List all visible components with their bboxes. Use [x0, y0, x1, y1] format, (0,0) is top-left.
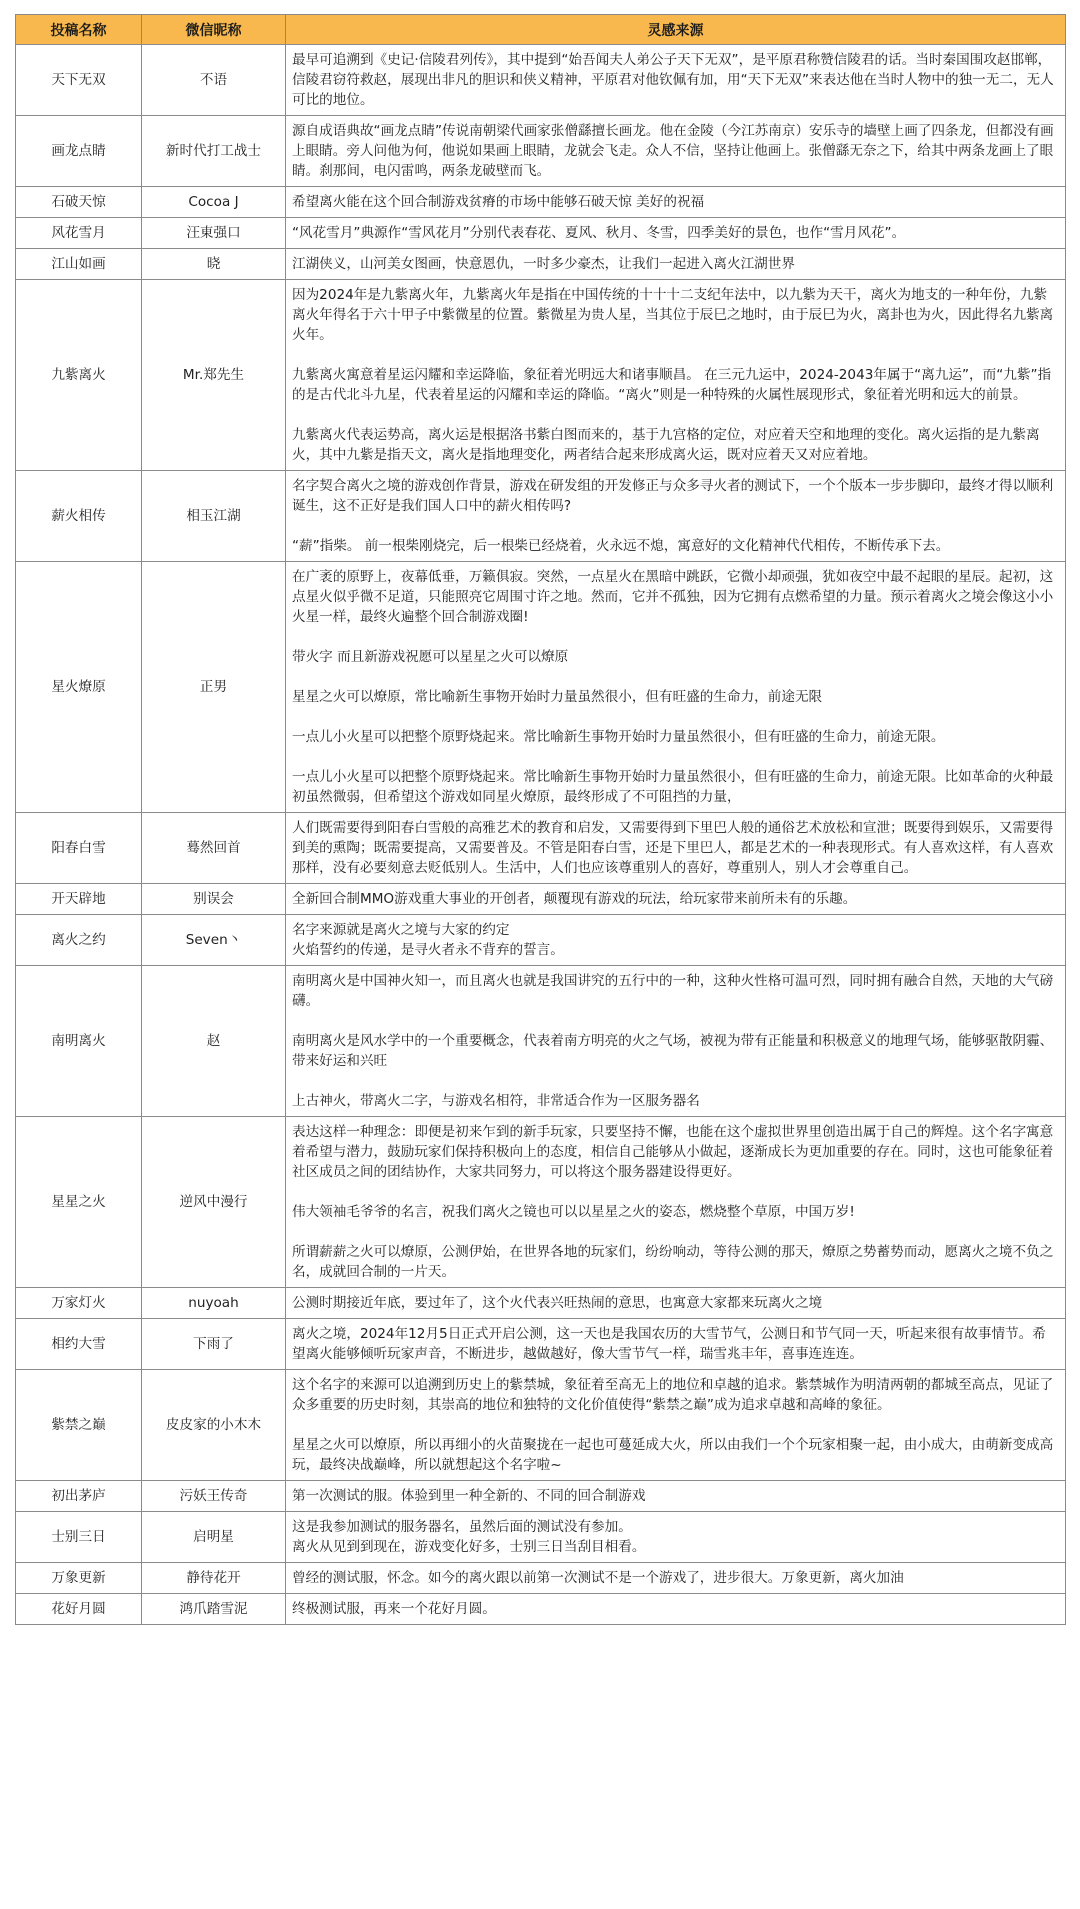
inspiration-paragraph: 这个名字的来源可以追溯到历史上的紫禁城，象征着至高无上的地位和卓越的追求。紫禁城作为明清两朝的都城至高点，见证了众多重要的历史时刻，其崇高的地位和独特的文化价值使得“紫禁之巅”成为追求卓越和高峰的象征。	[292, 1377, 1054, 1413]
submission-name-cell: 士别三日	[16, 1512, 142, 1563]
table-row	[16, 218, 1066, 249]
inspiration-source-cell	[286, 1319, 1066, 1370]
submission-name-cell: 阳春白雪	[16, 813, 142, 884]
inspiration-source-cell	[286, 1594, 1066, 1625]
wechat-nickname-cell: 皮皮家的小木木	[142, 1370, 286, 1481]
inspiration-paragraph: 最早可追溯到《史记·信陵君列传》，其中提到“始吾闻夫人弟公子天下无双”，是平原君称赞信陵君的话。当时秦国围攻赵邯郸，信陵君窃符救赵，展现出非凡的胆识和侠义精神，平原君对他钦佩有加，用“天下无双”来表达他在当时人物中的独一无二，无人可比的地位。	[292, 52, 1054, 108]
wechat-nickname-cell: 赵	[142, 966, 286, 1117]
table-row	[16, 1563, 1066, 1594]
inspiration-paragraph: 名字来源就是离火之境与大家的约定	[292, 922, 510, 938]
table-row	[16, 1512, 1066, 1563]
inspiration-paragraph: 南明离火是风水学中的一个重要概念，代表着南方明亮的火之气场，被视为带有正能量和积极意义的地理气场，能够驱散阴霾、带来好运和兴旺	[292, 1033, 1054, 1069]
inspiration-paragraph: 名字契合离火之境的游戏创作背景，游戏在研发组的开发修正与众多寻火者的测试下，一个个版本一步步脚印，最终才得以顺利诞生，这不正好是我们国人口中的薪火相传吗?	[292, 478, 1054, 514]
inspiration-paragraph: 源自成语典故“画龙点睛”传说南朝梁代画家张僧繇擅长画龙。他在金陵（今江苏南京）安乐寺的墙壁上画了四条龙，但都没有画上眼睛。旁人问他为何，他说如果画上眼睛，龙就会飞走。众人不信，坚持让他画上。张僧繇无奈之下，给其中两条龙画上了眼睛。刹那间，电闪雷鸣，两条龙破壁而飞。	[292, 123, 1054, 179]
inspiration-source-cell	[286, 116, 1066, 187]
submission-name-cell: 离火之约	[16, 915, 142, 966]
inspiration-source-cell	[286, 915, 1066, 966]
inspiration-paragraph: 所谓薪薪之火可以燎原，公测伊始，在世界各地的玩家们，纷纷响动，等待公测的那天，燎原之势蓄势而动，愿离火之境不负之名，成就回合制的一片天。	[292, 1244, 1054, 1280]
wechat-nickname-cell: 逆风中漫行	[142, 1117, 286, 1288]
submission-name-cell: 南明离火	[16, 966, 142, 1117]
wechat-nickname-cell: 蓦然回首	[142, 813, 286, 884]
table-row	[16, 562, 1066, 813]
inspiration-paragraph: “薪”指柴。 前一根柴刚烧完，后一根柴已经烧着，火永远不熄，寓意好的文化精神代代相传，不断传承下去。	[292, 538, 950, 554]
wechat-nickname-cell: 不语	[142, 45, 286, 116]
table-body	[16, 45, 1066, 1625]
table-row	[16, 966, 1066, 1117]
table-row	[16, 187, 1066, 218]
header-wechat-nickname: 微信昵称	[142, 15, 286, 45]
table-row	[16, 45, 1066, 116]
inspiration-paragraph: 江湖侠义，山河美女图画，快意恩仇，一时多少豪杰，让我们一起进入离火江湖世界	[292, 256, 795, 272]
submission-name-cell: 风花雪月	[16, 218, 142, 249]
wechat-nickname-cell: 相玉江湖	[142, 471, 286, 562]
submission-table-wrap	[15, 14, 1065, 1625]
inspiration-paragraph: 因为2024年是九紫离火年，九紫离火年是指在中国传统的十十十二支纪年法中，以九紫为天干，离火为地支的一种年份，九紫离火年得名于六十甲子中紫微星的位置。紫微星为贵人星，当其位于辰巳之地时，由于辰巳为火，离卦也为火，因此得名九紫离火年。	[292, 287, 1054, 343]
table-row	[16, 471, 1066, 562]
header-inspiration-source: 灵感来源	[286, 15, 1066, 45]
wechat-nickname-cell: 晓	[142, 249, 286, 280]
table-row	[16, 884, 1066, 915]
inspiration-paragraph: 在广袤的原野上，夜幕低垂，万籁俱寂。突然，一点星火在黑暗中跳跃，它微小却顽强，犹如夜空中最不起眼的星辰。起初，这点星火似乎微不足道，只能照亮它周围寸许之地。然而，它并不孤独，因为它拥有点燃希望的力量。预示着离火之境会像这小小火星一样，最终火遍整个回合制游戏圈!	[292, 569, 1054, 625]
inspiration-source-cell	[286, 884, 1066, 915]
submission-name-cell: 星星之火	[16, 1117, 142, 1288]
inspiration-source-cell	[286, 562, 1066, 813]
inspiration-paragraph: 星星之火可以燎原，常比喻新生事物开始时力量虽然很小，但有旺盛的生命力，前途无限	[292, 689, 823, 705]
wechat-nickname-cell: Mr.郑先生	[142, 280, 286, 471]
wechat-nickname-cell: 启明星	[142, 1512, 286, 1563]
submission-name-cell: 初出茅庐	[16, 1481, 142, 1512]
submission-name-cell: 开天辟地	[16, 884, 142, 915]
submission-name-cell: 花好月圆	[16, 1594, 142, 1625]
inspiration-paragraph: 曾经的测试服，怀念。如今的离火跟以前第一次测试不是一个游戏了，进步很大。万象更新，离火加油	[292, 1570, 904, 1586]
wechat-nickname-cell: Cocoa J	[142, 187, 286, 218]
inspiration-source-cell	[286, 813, 1066, 884]
submission-name-cell: 江山如画	[16, 249, 142, 280]
inspiration-paragraph: 九紫离火寓意着星运闪耀和幸运降临，象征着光明远大和诸事顺昌。 在三元九运中，2024-2043年属于“离九运”，而“九紫”指的是古代北斗九星，代表着星运的闪耀和幸运的降临。“离火”则是一种特殊的火属性展现形式，象征着光明和远大的前景。	[292, 367, 1052, 403]
submission-name-cell: 万象更新	[16, 1563, 142, 1594]
submission-name-cell: 薪火相传	[16, 471, 142, 562]
table-row	[16, 116, 1066, 187]
table-row	[16, 1481, 1066, 1512]
inspiration-source-cell	[286, 1481, 1066, 1512]
submission-name-cell: 画龙点睛	[16, 116, 142, 187]
inspiration-paragraph: 伟大领袖毛爷爷的名言，祝我们离火之镜也可以以星星之火的姿态，燃烧整个草原，中国万岁!	[292, 1204, 855, 1220]
table-row	[16, 813, 1066, 884]
header-submission-name: 投稿名称	[16, 15, 142, 45]
inspiration-source-cell	[286, 1370, 1066, 1481]
table-row	[16, 1370, 1066, 1481]
table-row	[16, 915, 1066, 966]
table-row	[16, 1594, 1066, 1625]
submission-name-cell: 九紫离火	[16, 280, 142, 471]
inspiration-source-cell	[286, 249, 1066, 280]
table-header-row	[16, 15, 1066, 45]
inspiration-paragraph: 公测时期接近年底，要过年了，这个火代表兴旺热闹的意思，也寓意大家都来玩离火之境	[292, 1295, 823, 1311]
wechat-nickname-cell: 下雨了	[142, 1319, 286, 1370]
inspiration-source-cell	[286, 45, 1066, 116]
inspiration-paragraph: 终极测试服，再来一个花好月圆。	[292, 1601, 496, 1617]
inspiration-paragraph: 第一次测试的服。体验到里一种全新的、不同的回合制游戏	[292, 1488, 646, 1504]
inspiration-source-cell	[286, 471, 1066, 562]
wechat-nickname-cell: 别误会	[142, 884, 286, 915]
table-row	[16, 1117, 1066, 1288]
submission-name-cell: 天下无双	[16, 45, 142, 116]
inspiration-paragraph: 全新回合制MMO游戏重大事业的开创者，颠覆现有游戏的玩法，给玩家带来前所未有的乐趣。	[292, 891, 857, 907]
inspiration-source-cell	[286, 280, 1066, 471]
table-row	[16, 249, 1066, 280]
inspiration-source-cell	[286, 1117, 1066, 1288]
inspiration-source-cell	[286, 218, 1066, 249]
inspiration-paragraph: 离火从见到到现在，游戏变化好多，士别三日当刮目相看。	[292, 1539, 646, 1555]
submission-name-cell: 万家灯火	[16, 1288, 142, 1319]
inspiration-paragraph: 表达这样一种理念：即便是初来乍到的新手玩家，只要坚持不懈，也能在这个虚拟世界里创造出属于自己的辉煌。这个名字寓意着希望与潜力，鼓励玩家们保持积极向上的态度，相信自己能够从小做起，逐渐成长为更加重要的存在。同时，这也可能象征着社区成员之间的团结协作，大家共同努力，可以将这个服务器建设得更好。	[292, 1124, 1054, 1180]
inspiration-paragraph: 离火之境，2024年12月5日正式开启公测，这一天也是我国农历的大雪节气，公测日和节气同一天，听起来很有故事情节。希望离火能够倾听玩家声音，不断进步，越做越好，像大雪节气一样，瑞雪兆丰年，喜事连连连。	[292, 1326, 1046, 1362]
inspiration-paragraph: 南明离火是中国神火知一，而且离火也就是我国讲究的五行中的一种，这种火性格可温可烈，同时拥有融合自然，天地的大气磅礴。	[292, 973, 1054, 1009]
inspiration-paragraph: 希望离火能在这个回合制游戏贫瘠的市场中能够石破天惊 美好的祝福	[292, 194, 705, 210]
inspiration-paragraph: 九紫离火代表运势高，离火运是根据洛书紫白图而来的，基于九宫格的定位，对应着天空和地理的变化。离火运指的是九紫离火，其中九紫是指天文，离火是指地理变化，两者结合起来形成离火运，既对应着天又对应着地。	[292, 427, 1040, 463]
wechat-nickname-cell: 静待花开	[142, 1563, 286, 1594]
inspiration-paragraph: 人们既需要得到阳春白雪般的高雅艺术的教育和启发，又需要得到下里巴人般的通俗艺术放松和宣泄；既要得到娱乐，又需要得到美的熏陶；既需要提高，又需要普及。不管是阳春白雪，还是下里巴人，都是艺术的一种表现形式。有人喜欢这样，有人喜欢那样，没有必要刻意去贬低别人。生活中，人们也应该尊重别人的喜好，尊重别人，别人才会尊重自己。	[292, 820, 1054, 876]
inspiration-paragraph: “风花雪月”典源作“雪风花月”分别代表春花、夏风、秋月、冬雪，四季美好的景色，也作“雪月风花”。	[292, 225, 906, 241]
wechat-nickname-cell: 新时代打工战士	[142, 116, 286, 187]
wechat-nickname-cell: 污妖王传奇	[142, 1481, 286, 1512]
wechat-nickname-cell: 鸿爪踏雪泥	[142, 1594, 286, 1625]
submission-table	[15, 14, 1066, 1625]
wechat-nickname-cell: 汪東强口	[142, 218, 286, 249]
inspiration-source-cell	[286, 187, 1066, 218]
wechat-nickname-cell: nuyoah	[142, 1288, 286, 1319]
table-row	[16, 280, 1066, 471]
wechat-nickname-cell: Seven丶	[142, 915, 286, 966]
inspiration-paragraph: 一点儿小火星可以把整个原野烧起来。常比喻新生事物开始时力量虽然很小，但有旺盛的生命力，前途无限。比如革命的火种最初虽然微弱，但希望这个游戏如同星火燎原，最终形成了不可阻挡的力量，	[292, 769, 1054, 805]
submission-name-cell: 紫禁之巅	[16, 1370, 142, 1481]
inspiration-paragraph: 上古神火，带离火二字，与游戏名相符，非常适合作为一区服务器名	[292, 1093, 700, 1109]
submission-name-cell: 石破天惊	[16, 187, 142, 218]
inspiration-paragraph: 这是我参加测试的服务器名，虽然后面的测试没有参加。	[292, 1519, 632, 1535]
table-row	[16, 1319, 1066, 1370]
submission-name-cell: 星火燎原	[16, 562, 142, 813]
inspiration-paragraph: 星星之火可以燎原，所以再细小的火苗聚拢在一起也可蔓延成大火，所以由我们一个个玩家相聚一起，由小成大，由萌新变成高玩，最终决战巅峰，所以就想起这个名字啦~	[292, 1437, 1054, 1473]
inspiration-source-cell	[286, 966, 1066, 1117]
inspiration-source-cell	[286, 1512, 1066, 1563]
inspiration-paragraph: 火焰誓约的传递，是寻火者永不背弃的誓言。	[292, 942, 564, 958]
inspiration-paragraph: 一点儿小火星可以把整个原野烧起来。常比喻新生事物开始时力量虽然很小，但有旺盛的生命力，前途无限。	[292, 729, 945, 745]
inspiration-paragraph: 带火字 而且新游戏祝愿可以星星之火可以燎原	[292, 649, 569, 665]
wechat-nickname-cell: 正男	[142, 562, 286, 813]
inspiration-source-cell	[286, 1288, 1066, 1319]
submission-name-cell: 相约大雪	[16, 1319, 142, 1370]
table-row	[16, 1288, 1066, 1319]
inspiration-source-cell	[286, 1563, 1066, 1594]
